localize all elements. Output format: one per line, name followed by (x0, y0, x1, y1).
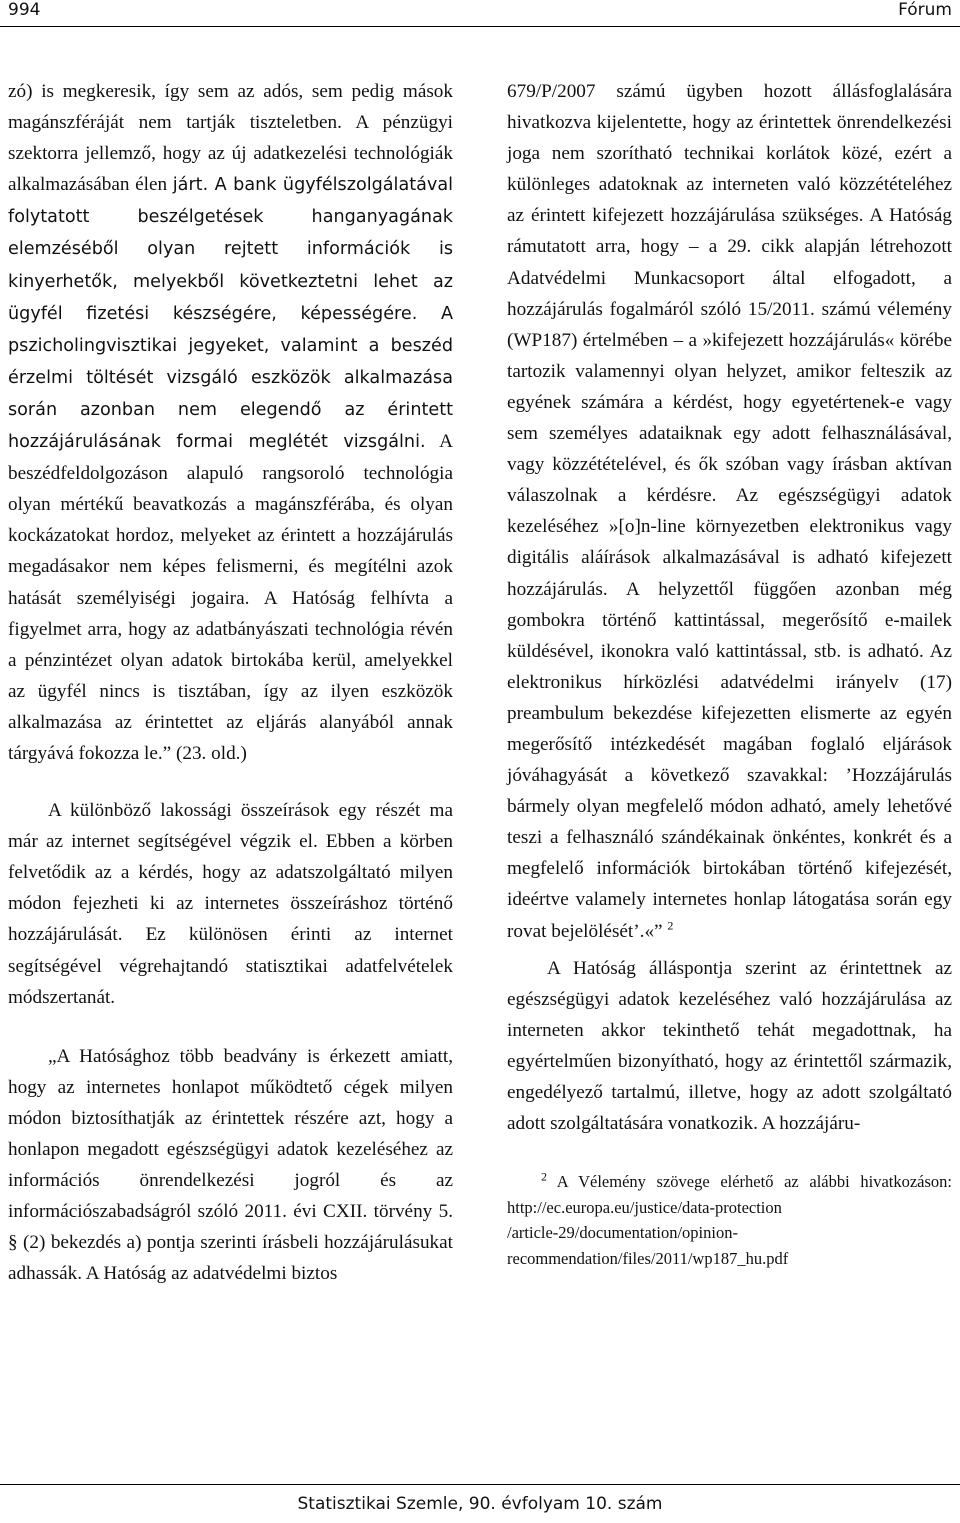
running-title: Fórum (898, 0, 952, 20)
paragraph (8, 76, 453, 769)
footnote-link-line[interactable]: recommendation/files/2011/wp187_hu.pdf (507, 1248, 789, 1268)
footnote (507, 1169, 952, 1271)
quote-paragraph: „A Hatósághoz több beadvány is érkezett amiatt, hogy az internetes honlapot működtető cégek milyen módon biztosíthatják az érintettek részére azt, hogy a honlapon megadott egészségügyi adatok kezeléséhez az információs önrendelkezési jogról és az információszabadságról szóló 2011. évi CXII. törvény 5. § (2) bekezdés a) pontja szerinti írásbeli hozzájárulásukat adhassák. A Hatóság az adatvédelmi biztos (8, 1045, 453, 1285)
right-column (507, 76, 952, 1271)
quote-paragraph (507, 76, 952, 947)
footer-rule (0, 1484, 960, 1485)
page-number: 994 (8, 0, 41, 20)
footnote-text: $^2$ A Vélemény szövege elérhető az alábbi hivatkozáson: http://ec.europa.eu/justice/data-protection (507, 1169, 952, 1217)
footnote-number: 2 (541, 1169, 547, 1184)
journal-footer: Statisztikai Szemle, 90. évfolyam 10. szám (297, 1494, 663, 1514)
paragraph-text: zó) is megkeresik, így sem az adós, sem pedig mások magánszféráját nem tartják tiszteletben. A pénzügyi szektorra jellemző, hogy az új adatkezelési technológiák alkalmazásában élen (8, 81, 453, 196)
footnote-reference: 2 (667, 918, 674, 933)
paragraph-text: A beszédfeldolgozáson alapuló rangsoroló technológia olyan mértékű beavatkozás a magánszférába, és olyan kockázatokat hordoz, melyeket az érintett a hozzájárulás megadásakor nem képes felismerni, és megítélni azok hatását személyiségi jogaira. A Hatóság felhívta a figyelmet arra, hogy az adatbányászati technológia révén a pénzintézet olyan adatok birtokába kerül, amelyekkel az ügyfél nincs is tisztában, így az ilyen eszközök alkalmazása az érintettet az eljárás alanyából annak tárgyává fokozza le.” (23. old.) (8, 431, 453, 764)
paragraph-text: 679/P/2007 számú ügyben hozott állásfoglalására hivatkozva kijelentette, hogy az érintettek önrendelkezési joga nem szorítható technikai korlátok közé, ezért a különleges adatoknak az interneten való közzétételéhez az érintett kifejezett hozzájárulása szükséges. A Hatóság rámutatott arra, hogy – a 29. cikk alapján létrehozott Adatvédelmi Munkacsoport által elfogadott, a hozzájárulás fogalmáról szóló 15/2011. számú vélemény (WP187) értelmében – a »kifejezett hozzájárulás« körébe tartozik valamennyi olyan helyzet, amikor felteszik az egyének számára a kérdést, hogy egyetértenek-e vagy sem személyes adataiknak egy adott felhasználásával, vagy közzétételével, és ők szóban vagy írásban aktívan válaszolnak a kérdésre. Az egészségügyi adatok kezeléséhez »[o]n-line környezetben elektronikus vagy digitális aláírások alkalmazásával is adható kifejezett hozzájárulás. A helyzettől függően azonban még gombokra történő kattintással, megerősítő e-mailek küldésével, ikonokra való kattintással, stb. is adható. Az elektronikus hírközlési adatvédelmi irányelv (17) preambulum bekezdése kifejezetten elismerte az egyén megerősítő intézkedését magában foglaló eljárások jóváhagyását a következő szavakkal: ’Hozzájárulás bármely olyan megfelelő módon adható, amely lehetővé teszi a felhasználó szándékainak önkéntes, konkrét és a megfelelő információk birtokában történő kifejezését, ideértve valamely internetes honlap látogatása során egy rovat bejelölését’.«” (507, 81, 952, 942)
left-column (8, 76, 453, 1289)
footnote-link[interactable]: http://ec.europa.eu/justice/data-protection (507, 1197, 782, 1217)
footnote-link-line[interactable]: /article-29/documentation/opinion- (507, 1223, 738, 1243)
paragraph: A Hatóság álláspontja szerint az érintettnek az egészségügyi adatok kezeléséhez való hozzájárulása az interneten akkor tekinthető tehát megadottnak, ha egyértelműen bizonyítható, hogy az érintettől származik, engedélyező tartalmú, illetve, hogy az adott szolgáltató adott szolgáltatására vonatkozik. A hozzájáru- (507, 957, 952, 1135)
page-header (0, 0, 960, 27)
paragraph-text-sans: járt. A bank ügyfélszolgálatával folytatott beszélgetések hanganyagának elemzéséből olyan rejtett információk is kinyerhetők, melyekből következtetni lehet az ügyfél fizetési készségére, képességére. A pszicholingvisztikai jegyeket, valamint a beszéd érzelmi töltését vizsgáló eszközök alkalmazása során azonban nem elegendő az érintett hozzájárulásának formai meglétét vizsgálni. (8, 175, 453, 453)
paragraph: A különböző lakossági összeírások egy részét ma már az internet segítségével végzik el. Ebben a körben felvetődik az a kérdés, hogy az adatszolgáltató milyen módon fejezheti ki az internetes összeíráshoz történő hozzájárulását. Ez különösen érinti az internet segítségével végrehajtandó statisztikai adatfelvételek módszertanát. (8, 800, 453, 1008)
